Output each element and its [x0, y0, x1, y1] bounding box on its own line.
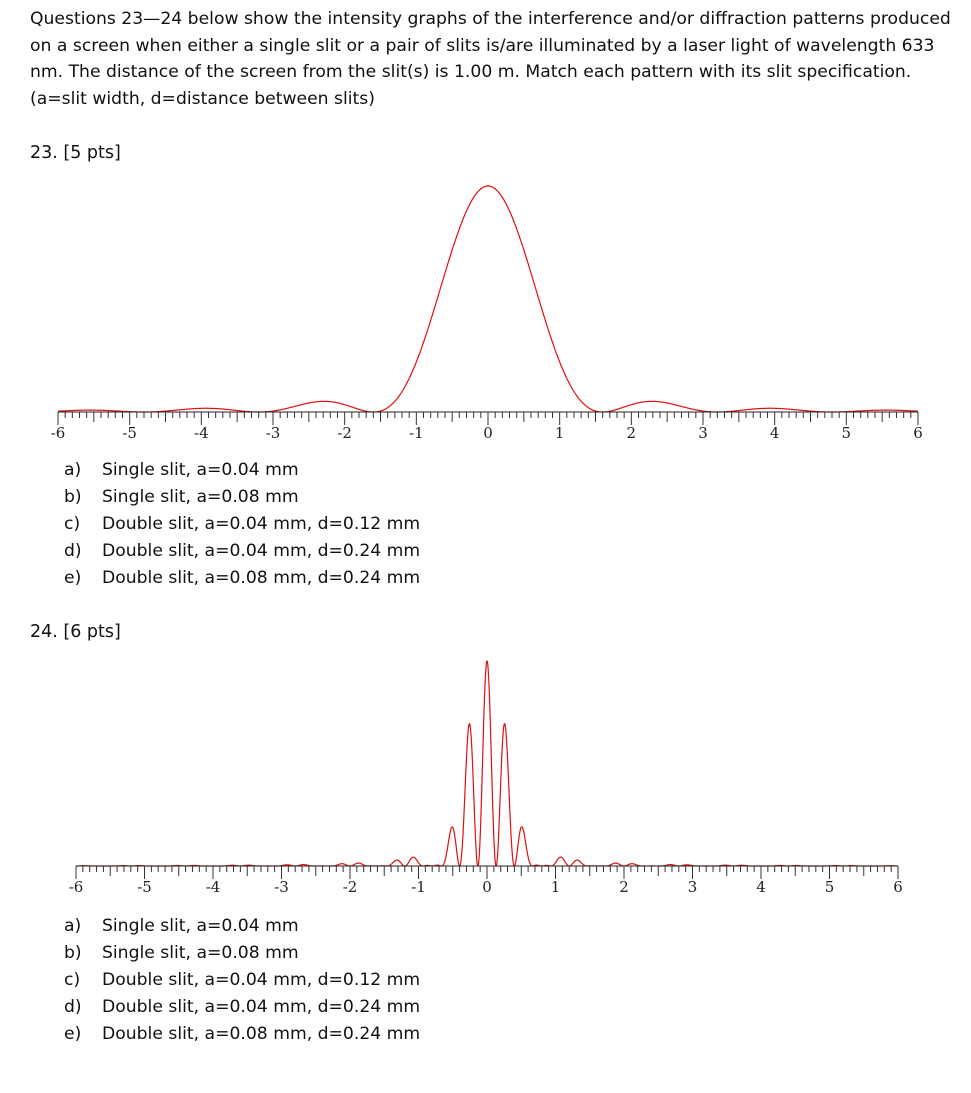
- option-text: Double slit, a=0.04 mm, d=0.12 mm: [102, 514, 421, 534]
- answer-options-24: [64, 913, 420, 1048]
- option-letter: e): [64, 568, 82, 588]
- option-text: Double slit, a=0.04 mm, d=0.24 mm: [102, 997, 421, 1017]
- x-tick-label--4: -4: [194, 424, 209, 442]
- x-tick-label--1: -1: [411, 878, 426, 896]
- intensity-curve-24: [76, 661, 898, 866]
- x-tick-label-6: 6: [893, 878, 903, 896]
- option-letter: a): [64, 460, 82, 480]
- x-tick-label--6: -6: [50, 424, 66, 442]
- question-23-label: 23. [5 pts]: [30, 143, 121, 163]
- option-letter: c): [64, 970, 81, 990]
- option-23-b[interactable]: [64, 484, 420, 511]
- option-letter: e): [64, 1024, 82, 1044]
- x-tick-label-3: 3: [687, 878, 698, 896]
- x-tick-label-0: 0: [483, 424, 493, 442]
- option-letter: b): [64, 487, 82, 507]
- option-24-a[interactable]: [64, 913, 420, 940]
- option-letter: a): [64, 916, 82, 936]
- option-23-d[interactable]: [64, 538, 420, 565]
- option-24-b[interactable]: [64, 940, 420, 967]
- x-tick-label--1: -1: [409, 424, 424, 442]
- option-text: Double slit, a=0.04 mm, d=0.24 mm: [102, 541, 421, 561]
- option-24-d[interactable]: [64, 994, 420, 1021]
- x-tick-label-5: 5: [824, 878, 835, 896]
- answer-options-23: [64, 457, 420, 592]
- x-tick-label--2: -2: [337, 424, 352, 442]
- intensity-graph-23: [0, 160, 971, 460]
- x-tick-label--6: -6: [68, 878, 84, 896]
- option-24-e[interactable]: [64, 1021, 420, 1048]
- intensity-curve-23: [58, 186, 918, 412]
- x-tick-label-4: 4: [769, 424, 780, 442]
- option-text: Single slit, a=0.08 mm: [102, 943, 299, 963]
- intensity-graph-24: [0, 640, 971, 910]
- option-24-c[interactable]: [64, 967, 420, 994]
- x-tick-label-6: 6: [913, 424, 923, 442]
- x-tick-label--5: -5: [137, 878, 152, 896]
- x-tick-label-5: 5: [841, 424, 852, 442]
- option-23-a[interactable]: [64, 457, 420, 484]
- x-tick-label--3: -3: [274, 878, 289, 896]
- x-tick-label-1: 1: [550, 878, 561, 896]
- option-23-c[interactable]: [64, 511, 420, 538]
- intensity-graph-23-svg: [0, 160, 971, 460]
- option-letter: c): [64, 514, 81, 534]
- option-letter: d): [64, 541, 82, 561]
- x-tick-label--3: -3: [265, 424, 281, 442]
- x-tick-label-4: 4: [756, 878, 766, 896]
- x-tick-label--4: -4: [205, 878, 221, 896]
- intensity-graph-24-svg: [0, 640, 971, 910]
- question-intro: Questions 23—24 below show the intensity graphs of the interference and/or diffraction patterns produced on a screen when either a single slit or a pair of slits is/are illuminated by a laser light of wavelength 633 nm. The distance of the screen from the slit(s) is 1.00 m. Match each pattern with its slit specification. (a=slit width, d=distance between slits): [30, 9, 951, 109]
- x-tick-label-0: 0: [482, 878, 492, 896]
- x-tick-label-2: 2: [626, 424, 637, 442]
- x-tick-label-1: 1: [554, 424, 565, 442]
- option-text: Single slit, a=0.04 mm: [102, 460, 299, 480]
- option-letter: b): [64, 943, 82, 963]
- option-text: Single slit, a=0.04 mm: [102, 916, 299, 936]
- x-tick-label--2: -2: [342, 878, 358, 896]
- x-tick-label--5: -5: [122, 424, 137, 442]
- x-tick-label-3: 3: [698, 424, 708, 442]
- x-tick-label-2: 2: [619, 878, 629, 896]
- option-letter: d): [64, 997, 82, 1017]
- option-text: Double slit, a=0.08 mm, d=0.24 mm: [102, 1024, 421, 1044]
- option-23-e[interactable]: [64, 565, 420, 592]
- option-text: Single slit, a=0.08 mm: [102, 487, 299, 507]
- question-24-label: 24. [6 pts]: [30, 622, 121, 642]
- option-text: Double slit, a=0.08 mm, d=0.24 mm: [102, 568, 421, 588]
- option-text: Double slit, a=0.04 mm, d=0.12 mm: [102, 970, 421, 990]
